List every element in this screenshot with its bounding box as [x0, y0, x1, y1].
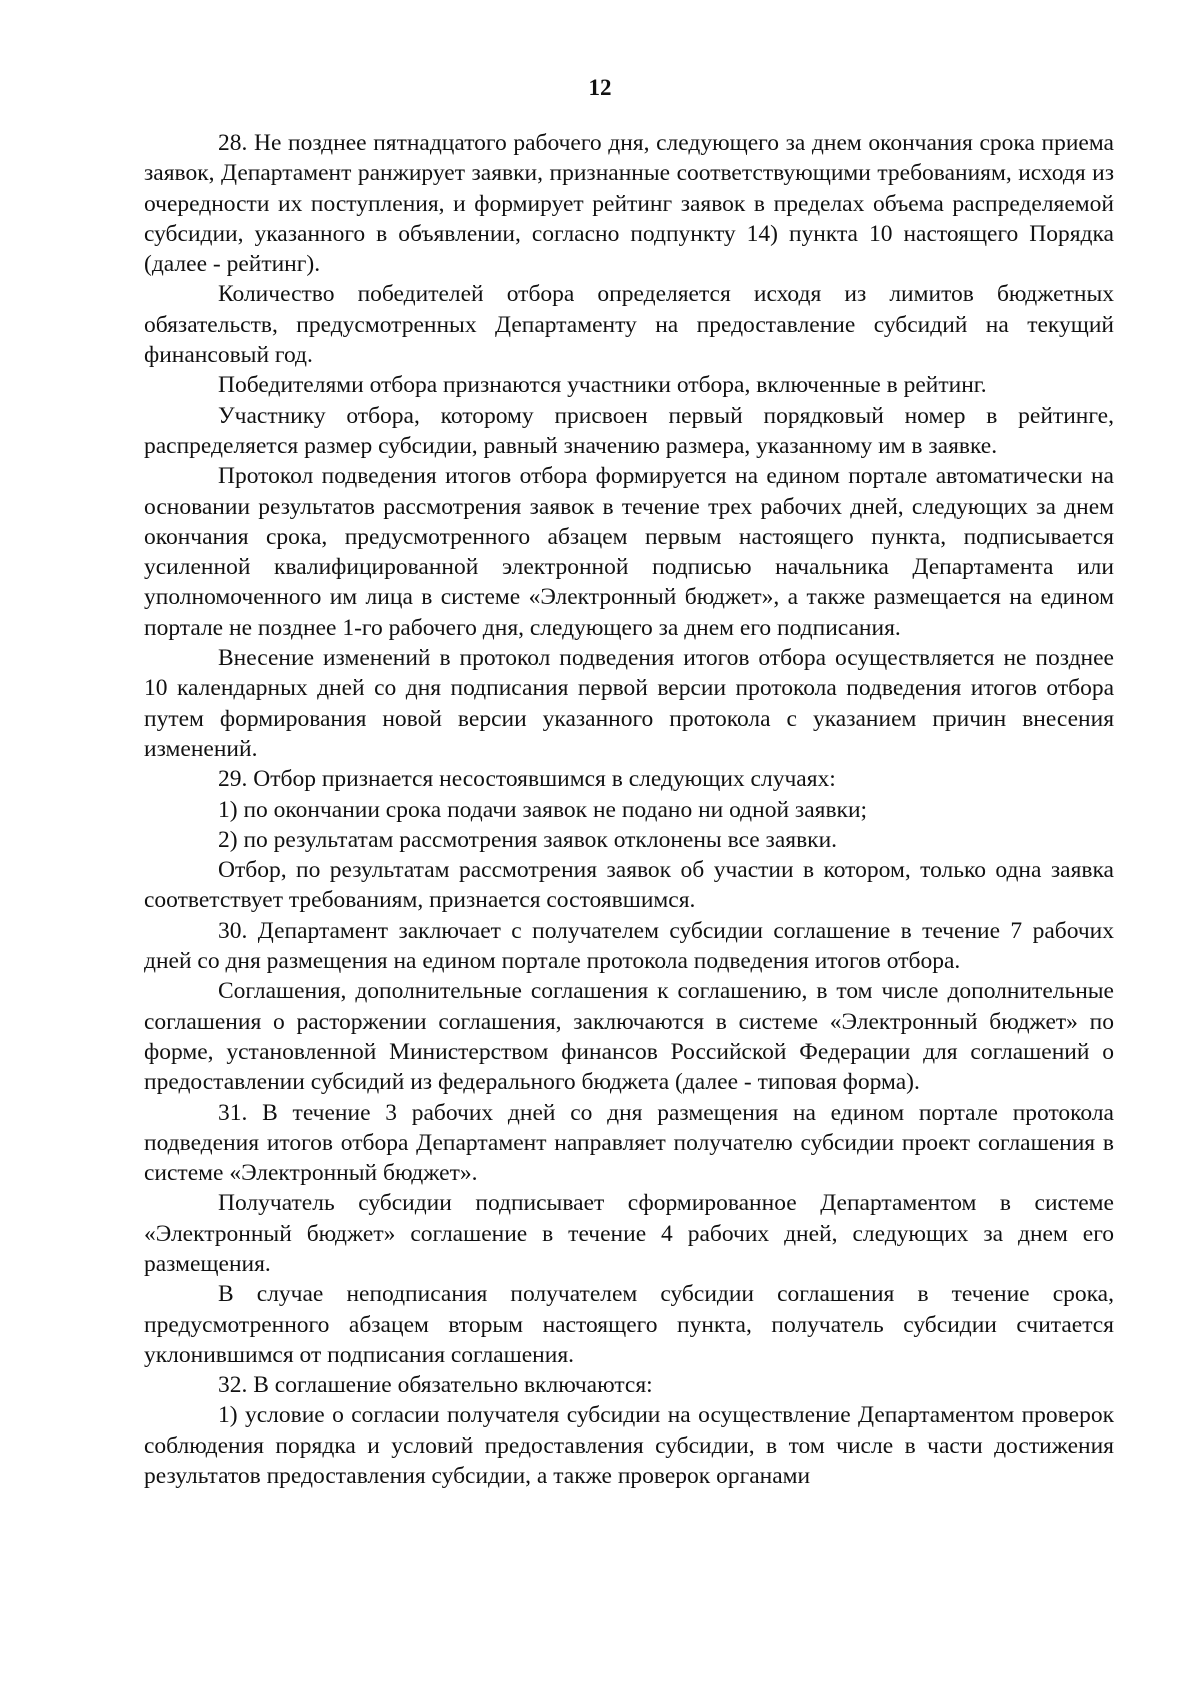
paragraph-winners-count: Количество победителей отбора определяется исходя из лимитов бюджетных обязательств, предусмотренных Департаменту на предоставление субсидий на текущий финансовый год.: [144, 281, 1114, 369]
paragraph-31: 31. В течение 3 рабочих дней со дня размещения на едином портале протокола подведения итогов отбора Департамент направляет получателю субсидии проект соглашения в системе «Электронный бюджет».: [144, 1099, 1114, 1187]
paragraph-29: 29. Отбор признается несостоявшимся в следующих случаях:: [218, 766, 836, 793]
document-body: [144, 128, 1114, 1491]
paragraph-29-item-1: 1) по окончании срока подачи заявок не подано ни одной заявки;: [218, 796, 868, 823]
paragraph-winners: Победителями отбора признаются участники отбора, включенные в рейтинг.: [218, 372, 987, 399]
paragraph-29-item-2: 2) по результатам рассмотрения заявок отклонены все заявки.: [218, 826, 838, 853]
paragraph-32-item-1: 1) условие о согласии получателя субсидии на осуществление Департаментом проверок соблюдения порядка и условий предоставления субсидии, в том числе в части достижения результатов предоставления субсидии, а также проверок органами: [144, 1402, 1114, 1490]
paragraph-recipient-signs: Получатель субсидии подписывает сформированное Департаментом в системе «Электронный бюджет» соглашение в течение 4 рабочих дней, следующих за днем его размещения.: [144, 1190, 1114, 1277]
paragraph-protocol-changes: Внесение изменений в протокол подведения итогов отбора осуществляется не позднее 10 календарных дней со дня подписания первой версии протокола подведения итогов отбора путем формирования новой версии указанного протокола с указанием причин внесения изменений.: [144, 645, 1114, 762]
paragraph-28: 28. Не позднее пятнадцатого рабочего дня, следующего за днем окончания срока приема заявок, Департамент ранжирует заявки, признанные соответствующими требованиям, исходя из очередности их поступления, и формирует рейтинг заявок в пределах объема распределяемой субсидии, указанного в объявлении, согласно подпункту 14) пункта 10 настоящего Порядка (далее - рейтинг).: [144, 130, 1114, 278]
page-number: 12: [588, 75, 612, 100]
paragraph-single-application: Отбор, по результатам рассмотрения заявок об участии в котором, только одна заявка соответствует требованиям, признается состоявшимся.: [144, 857, 1114, 914]
paragraph-non-signing: В случае неподписания получателем субсидии соглашения в течение срока, предусмотренного абзацем вторым настоящего пункта, получатель субсидии считается уклонившимся от подписания соглашения.: [144, 1281, 1114, 1368]
paragraph-30: 30. Департамент заключает с получателем субсидии соглашение в течение 7 рабочих дней со дня размещения на едином портале протокола подведения итогов отбора.: [144, 917, 1114, 975]
paragraph-first-rank: Участнику отбора, которому присвоен первый порядковый номер в рейтинге, распределяется размер субсидии, равный значению размера, указанному им в заявке.: [144, 402, 1114, 459]
paragraph-32: 32. В соглашение обязательно включаются:: [218, 1372, 653, 1399]
paragraph-protocol: Протокол подведения итогов отбора формируется на едином портале автоматически на основании результатов рассмотрения заявок в течение трех рабочих дней, следующих за днем окончания срока, предусмотренного абзацем первым настоящего пункта, подписывается усиленной квалифицированной электронной подписью начальника Департамента или уполномоченного им лица в системе «Электронный бюджет», а также размещается на едином портале не позднее 1-го рабочего дня, следующего за днем его подписания.: [144, 463, 1114, 641]
paragraph-agreements: Соглашения, дополнительные соглашения к соглашению, в том числе дополнительные соглашения о расторжении соглашения, заключаются в системе «Электронный бюджет» по форме, установленной Министерством финансов Российской Федерации для соглашений о предоставлении субсидий из федерального бюджета (далее - типовая форма).: [144, 978, 1114, 1096]
